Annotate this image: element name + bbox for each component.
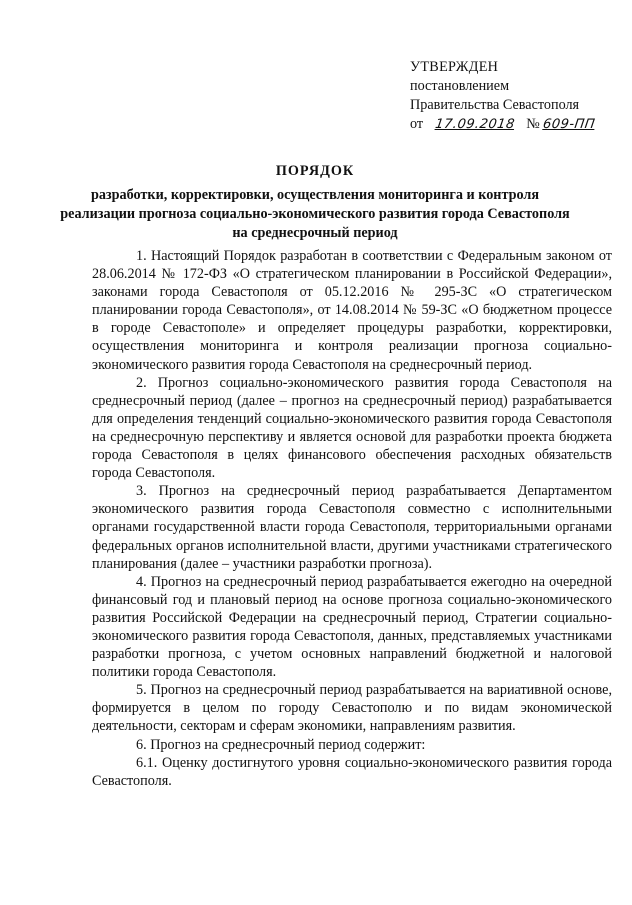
approval-line-2: Правительства Севастополя bbox=[410, 97, 580, 113]
approval-stamp bbox=[410, 58, 620, 134]
handwritten-date: 17.09.2018 bbox=[433, 117, 516, 132]
paragraph-1: 1. Настоящий Порядок разработан в соответствии с Федеральным законом от 28.06.2014 № 172-ФЗ «О стратегическом планировании в Российской Федерации», законами города Севастополя от 05.12.2016 № 295-ЗС «О стратегическом планировании города Севастополя», от 14.08.2014 № 59-ЗС «О бюджетном процессе в городе Севастополе» и определяет процедуры разработки, корректировки, осуществления мониторинга и контроля реализации прогноза социально-экономического развития города Севастополя на среднесрочный период. bbox=[92, 248, 612, 373]
handwritten-number: 609-ПП bbox=[542, 117, 597, 132]
paragraph-4: 4. Прогноз на среднесрочный период разрабатывается ежегодно на очередной финансовый год и плановый период на основе прогноза социально-экономического развития Российской Федерации на среднесрочный период, Стратегии социально-экономического развития города Севастополя, данных, представляемых участниками разработки прогноза, с учетом основных направлений бюджетной и налоговой политики города Севастополя. bbox=[92, 573, 612, 681]
document-body bbox=[92, 247, 612, 790]
document-title: ПОРЯДОК bbox=[275, 163, 355, 179]
paragraph-5: 5. Прогноз на среднесрочный период разрабатывается на вариативной основе, формируется в целом по городу Севастополю и по видам экономической деятельности, секторам и сферам экономики, направлениям развития. bbox=[92, 682, 612, 735]
approval-date-number-line bbox=[410, 115, 620, 134]
approval-line-1: постановлением bbox=[410, 78, 510, 94]
number-prefix: № bbox=[526, 116, 540, 132]
document-subtitle: разработки, корректировки, осуществления мониторинга и контроля реализации прогноза социально-экономического развития города Севастополя на среднесрочный период bbox=[60, 187, 570, 241]
paragraph-2: 2. Прогноз социально-экономического развития города Севастополя на среднесрочный период (далее – прогноз на среднесрочный период) разрабатывается для определения тенденций социально-экономического развития города Севастополя на среднесрочную перспективу и является основой для разработки проекта бюджета города Севастополя в целях финансового обеспечения расходных обязательств города Севастополя. bbox=[92, 374, 612, 482]
paragraph-6: 6. Прогноз на среднесрочный период содержит: bbox=[136, 736, 426, 753]
document-heading bbox=[60, 162, 570, 243]
paragraph-3: 3. Прогноз на среднесрочный период разрабатывается Департаментом экономического развития города Севастополя совместно с исполнительными органами государственной власти города Севастополя, территориальными органами федеральных органов исполнительной власти, другими участниками стратегического планирования (далее – участники разработки прогноза). bbox=[92, 483, 612, 572]
approval-title: УТВЕРЖДЕН bbox=[410, 59, 499, 75]
date-prefix: от bbox=[410, 116, 424, 132]
paragraph-6-1: 6.1. Оценку достигнутого уровня социально-экономического развития города Севастополя. bbox=[92, 754, 612, 789]
